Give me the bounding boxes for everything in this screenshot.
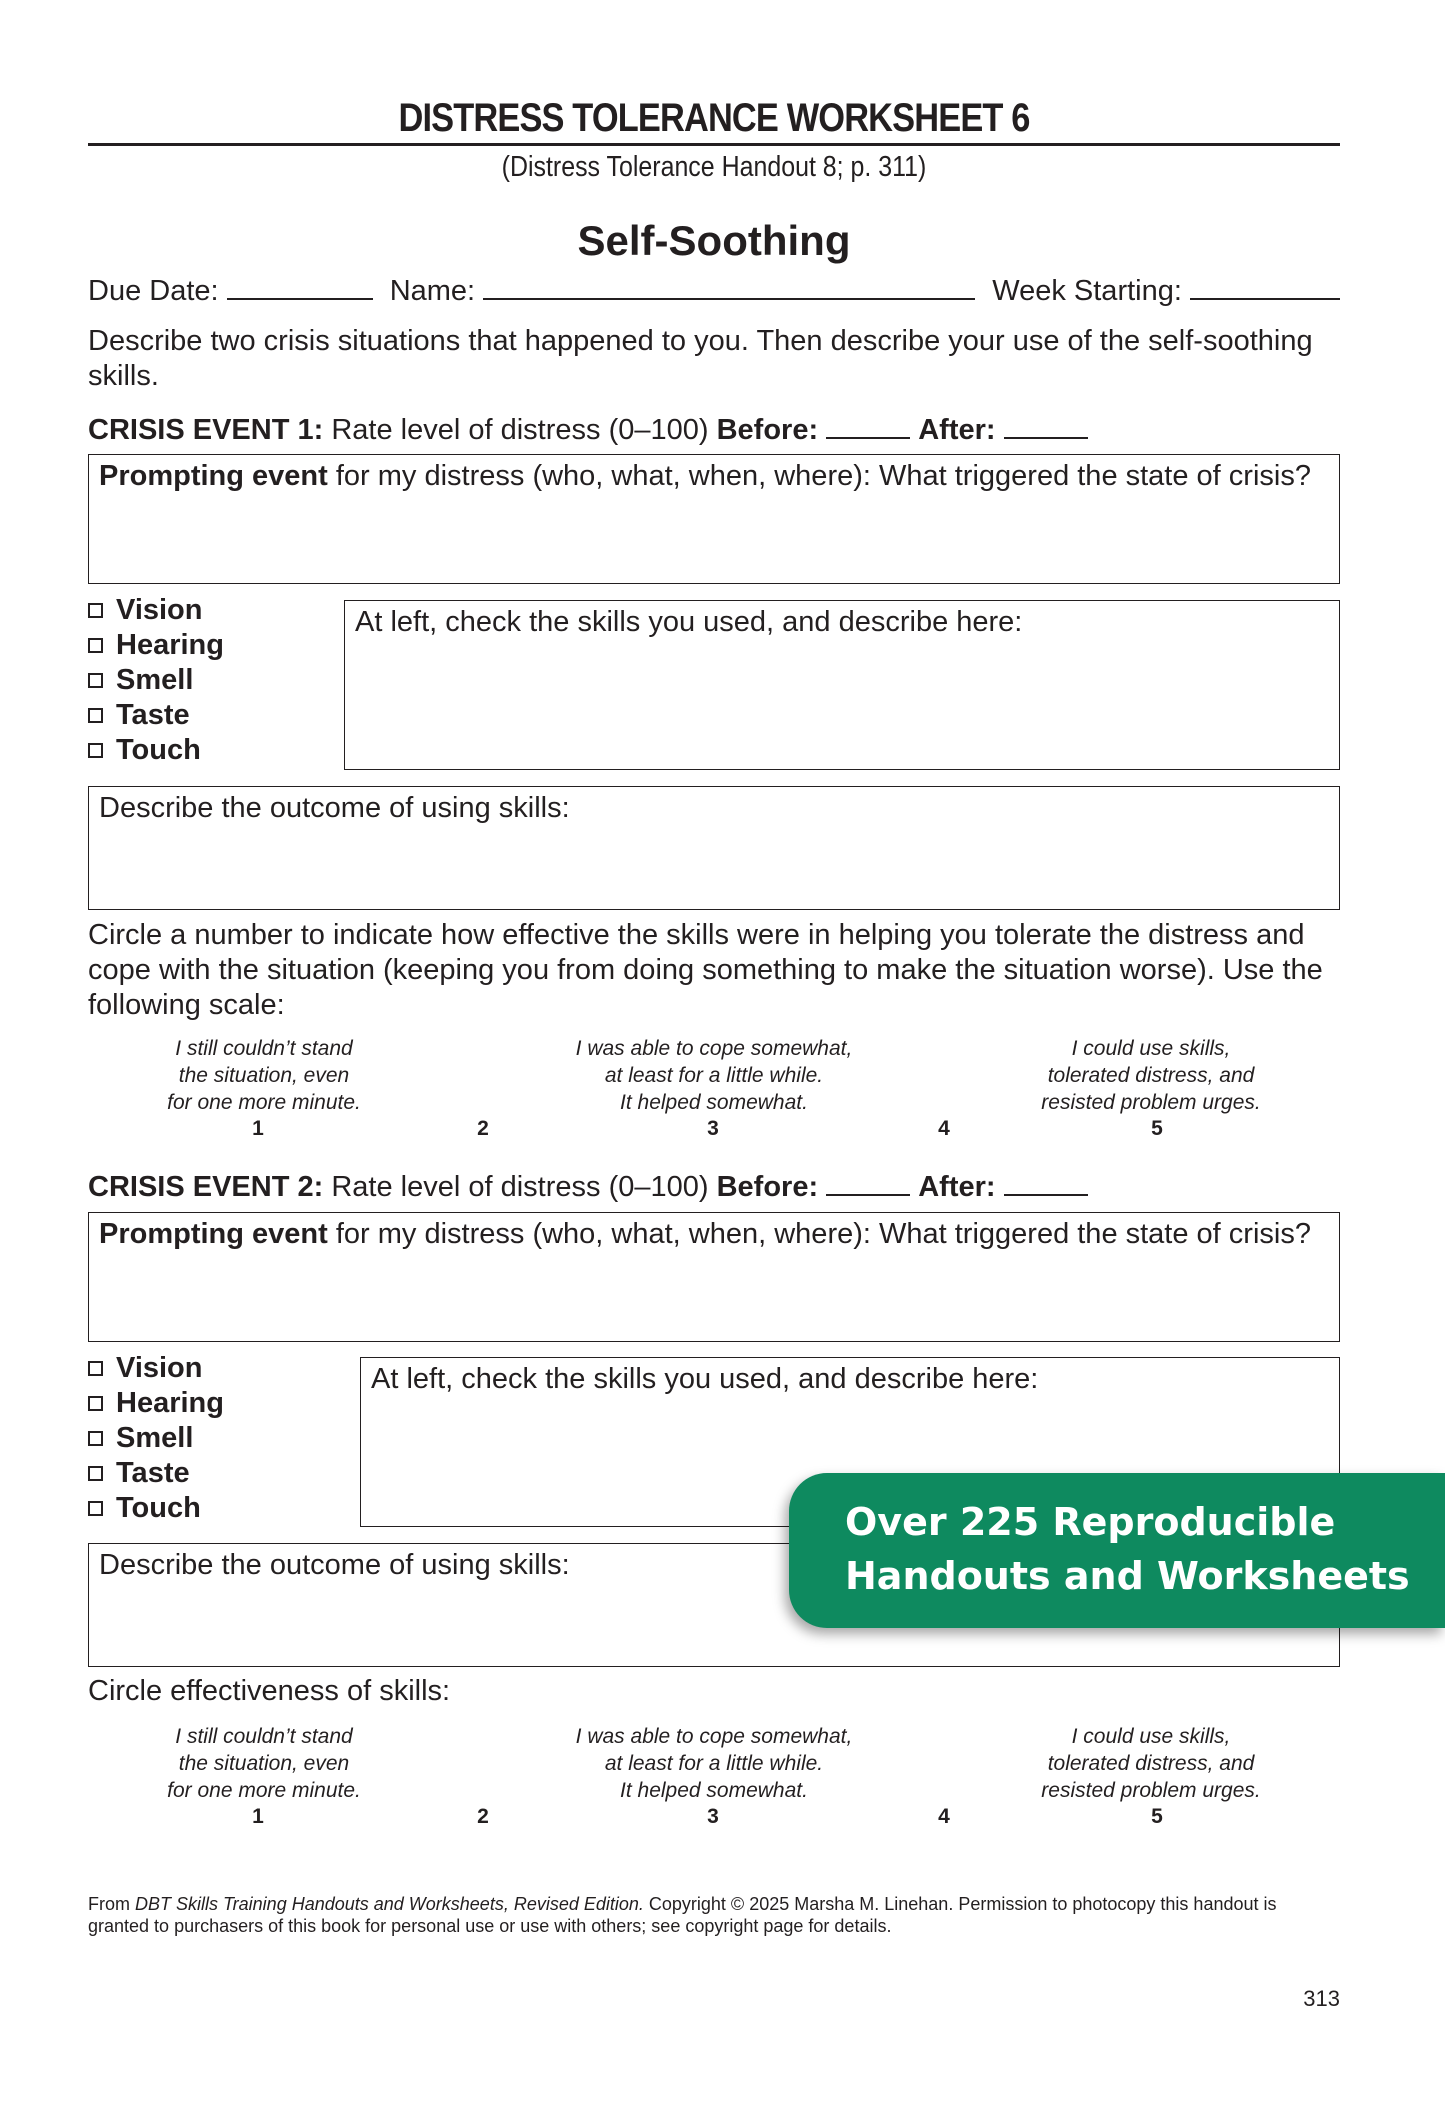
checkbox-label: Vision [116, 1352, 203, 1384]
anchor-line: I still couldn’t stand [175, 1725, 353, 1748]
checkbox-label: Touch [116, 1492, 201, 1524]
due-date-blank[interactable] [227, 272, 373, 300]
after-blank[interactable] [1004, 1168, 1088, 1196]
checkbox-taste[interactable] [88, 1456, 224, 1491]
footer-from: From [88, 1894, 135, 1914]
anchor-line: for one more minute. [167, 1779, 361, 1802]
before-blank[interactable] [826, 411, 910, 439]
checkbox-square-icon[interactable] [88, 603, 103, 618]
crisis-event-1-label: CRISIS EVENT 1: [88, 414, 324, 446]
anchor-line: tolerated distress, and [1047, 1064, 1255, 1087]
effectiveness-instructions-2: Circle effectiveness of skills: [88, 1675, 451, 1707]
checkbox-label: Hearing [116, 1387, 224, 1419]
copyright-footer [88, 1893, 1340, 1937]
crisis-event-2-header [88, 1168, 1340, 1204]
checkbox-square-icon[interactable] [88, 743, 103, 758]
instructions: Describe two crisis situations that happened to you. Then describe your use of the self-soothing skills. [88, 325, 1313, 392]
effectiveness-scale-1 [88, 1035, 1340, 1145]
header-divider [88, 143, 1340, 146]
outcome-text: Describe the outcome of using skills: [99, 792, 570, 824]
anchor-line: resisted problem urges. [1041, 1779, 1261, 1802]
checkbox-square-icon[interactable] [88, 1431, 103, 1446]
distress-rate-text: Rate level of distress (0–100) [323, 414, 717, 446]
checkbox-vision[interactable] [88, 1351, 224, 1386]
anchor-line: I could use skills, [1071, 1037, 1231, 1060]
scale-anchor-high [1041, 1035, 1260, 1116]
scale-number-2[interactable]: 2 [477, 1805, 489, 1828]
due-date-field[interactable] [88, 272, 373, 308]
checkbox-hearing[interactable] [88, 1386, 224, 1421]
week-starting-blank[interactable] [1190, 272, 1340, 300]
scale-anchor-mid [576, 1723, 853, 1804]
prompting-event-box-1[interactable] [88, 454, 1340, 584]
promo-banner-line2: Handouts and Worksheets [845, 1554, 1410, 1598]
scale-number-5[interactable]: 5 [1151, 1117, 1163, 1140]
effectiveness-scale-2 [88, 1723, 1340, 1833]
after-label: After: [918, 414, 996, 446]
anchor-line: resisted problem urges. [1041, 1091, 1261, 1114]
worksheet-header-title: DISTRESS TOLERANCE WORKSHEET 6 [398, 96, 1030, 140]
scale-number-4[interactable]: 4 [938, 1117, 950, 1140]
skills-checklist-1 [88, 593, 224, 768]
promo-banner[interactable] [789, 1473, 1445, 1628]
after-label: After: [918, 1171, 996, 1203]
checkbox-square-icon[interactable] [88, 1361, 103, 1376]
before-label: Before: [716, 414, 819, 446]
outcome-text: Describe the outcome of using skills: [99, 1549, 570, 1581]
scale-number-2[interactable]: 2 [477, 1117, 489, 1140]
promo-banner-line1: Over 225 Reproducible [845, 1500, 1336, 1544]
crisis-event-1-header [88, 411, 1340, 447]
prompting-event-bold: Prompting event [99, 1218, 328, 1250]
checkbox-label: Smell [116, 664, 194, 696]
skills-describe-text: At left, check the skills you used, and describe here: [355, 606, 1023, 638]
checkbox-square-icon[interactable] [88, 1396, 103, 1411]
name-label: Name: [389, 275, 476, 307]
prompting-event-bold: Prompting event [99, 460, 328, 492]
after-blank[interactable] [1004, 411, 1088, 439]
checkbox-smell[interactable] [88, 1421, 224, 1456]
anchor-line: I was able to cope somewhat, [575, 1037, 853, 1060]
checkbox-hearing[interactable] [88, 628, 224, 663]
week-starting-field[interactable] [992, 272, 1340, 308]
anchor-line: at least for a little while. [604, 1064, 824, 1087]
anchor-line: at least for a little while. [604, 1752, 824, 1775]
anchor-line: I could use skills, [1071, 1725, 1231, 1748]
checkbox-touch[interactable] [88, 733, 224, 768]
anchor-line: the situation, even [178, 1064, 350, 1087]
scale-number-4[interactable]: 4 [938, 1805, 950, 1828]
anchor-line: It helped somewhat. [620, 1779, 808, 1802]
page-title: Self-Soothing [577, 217, 851, 264]
prompting-event-box-2[interactable] [88, 1212, 1340, 1342]
checkbox-vision[interactable] [88, 593, 224, 628]
checkbox-square-icon[interactable] [88, 708, 103, 723]
anchor-line: I still couldn’t stand [175, 1037, 353, 1060]
anchor-line: It helped somewhat. [620, 1091, 808, 1114]
skills-describe-text: At left, check the skills you used, and describe here: [371, 1363, 1039, 1395]
scale-anchor-low [167, 1723, 361, 1804]
due-date-label: Due Date: [88, 275, 219, 307]
scale-number-5[interactable]: 5 [1151, 1805, 1163, 1828]
checkbox-label: Taste [116, 1457, 190, 1489]
skills-describe-box-1[interactable] [344, 600, 1340, 770]
scale-anchor-high [1041, 1723, 1260, 1804]
meta-row [88, 272, 1340, 308]
checkbox-square-icon[interactable] [88, 1466, 103, 1481]
outcome-box-1[interactable] [88, 786, 1340, 910]
footer-book-title: DBT Skills Training Handouts and Worksheets, Revised Edition. [135, 1894, 644, 1914]
worksheet-header-subtitle: (Distress Tolerance Handout 8; p. 311) [501, 151, 927, 183]
footer-rest: Copyright © 2025 Marsha M. Linehan. Permission to photocopy this handout is granted to purchasers of this book for personal use or use with others; see copyright page for details. [88, 1894, 1277, 1936]
checkbox-square-icon[interactable] [88, 638, 103, 653]
scale-number-1[interactable]: 1 [252, 1805, 264, 1828]
anchor-line: tolerated distress, and [1047, 1752, 1255, 1775]
before-blank[interactable] [826, 1168, 910, 1196]
anchor-line: the situation, even [178, 1752, 350, 1775]
distress-rate-text: Rate level of distress (0–100) [323, 1171, 717, 1203]
before-label: Before: [716, 1171, 819, 1203]
scale-anchor-mid [576, 1035, 853, 1116]
prompting-event-text: for my distress (who, what, when, where): What triggered the state of crisis? [327, 460, 1311, 492]
checkbox-square-icon[interactable] [88, 1501, 103, 1516]
page-number: 313 [1303, 1986, 1340, 2011]
effectiveness-instructions-1: Circle a number to indicate how effective the skills were in helping you tolerate the distress and cope with the situation (keeping you from doing something to make the situation worse). Use the following scale: [88, 919, 1323, 1021]
checkbox-label: Smell [116, 1422, 194, 1454]
prompting-event-text: for my distress (who, what, when, where): What triggered the state of crisis? [327, 1218, 1311, 1250]
checkbox-smell[interactable] [88, 663, 224, 698]
crisis-event-2-label: CRISIS EVENT 2: [88, 1171, 324, 1203]
checkbox-touch[interactable] [88, 1491, 224, 1526]
scale-anchor-low [167, 1035, 361, 1116]
week-starting-label: Week Starting: [992, 275, 1182, 307]
skills-checklist-2 [88, 1351, 224, 1526]
scale-number-3[interactable]: 3 [707, 1805, 719, 1828]
checkbox-square-icon[interactable] [88, 673, 103, 688]
anchor-line: I was able to cope somewhat, [575, 1725, 853, 1748]
checkbox-label: Touch [116, 734, 201, 766]
checkbox-label: Taste [116, 699, 190, 731]
scale-number-1[interactable]: 1 [252, 1117, 264, 1140]
scale-number-3[interactable]: 3 [707, 1117, 719, 1140]
anchor-line: for one more minute. [167, 1091, 361, 1114]
name-field[interactable] [390, 272, 975, 308]
name-blank[interactable] [483, 272, 975, 300]
checkbox-taste[interactable] [88, 698, 224, 733]
checkbox-label: Vision [116, 594, 203, 626]
checkbox-label: Hearing [116, 629, 224, 661]
